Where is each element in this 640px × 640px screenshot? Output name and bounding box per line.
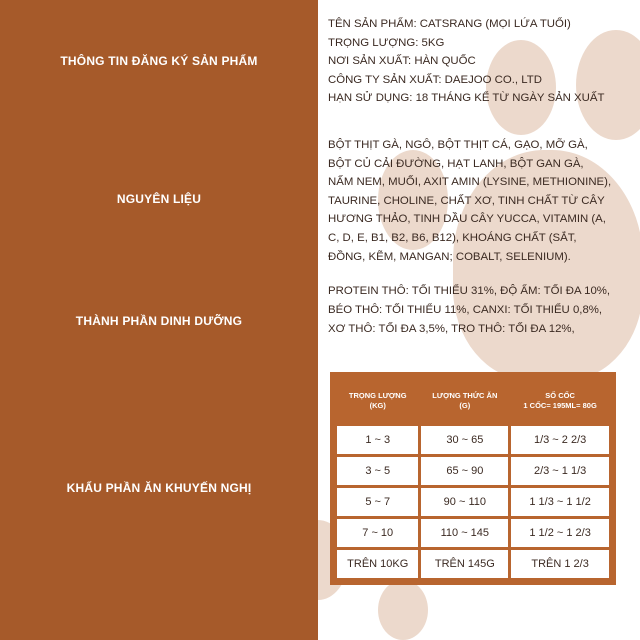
feeding-table-container bbox=[330, 372, 616, 585]
paw-toe-icon bbox=[378, 580, 428, 640]
ingredients-text bbox=[328, 136, 632, 266]
cell-food: 90 ~ 110 bbox=[421, 488, 508, 516]
ingredients-line: BỘT THỊT GÀ, NGÔ, BỘT THỊT CÁ, GẠO, MỠ GÀ, bbox=[328, 139, 588, 151]
section-title-ingredients: NGUYÊN LIỆU bbox=[116, 192, 202, 206]
cell-food: TRÊN 145G bbox=[421, 550, 508, 578]
cell-cups: 1/3 ~ 2 2/3 bbox=[511, 426, 609, 454]
ingredients-line: TAURINE, CHOLINE, CHẤT XƠ, TINH CHẤT TỪ CÂY bbox=[328, 194, 605, 207]
section-labels-column bbox=[0, 0, 318, 640]
nutrition-text bbox=[328, 282, 632, 339]
registration-info bbox=[328, 15, 634, 108]
nutrition-line: PROTEIN THÔ: TỐI THIỂU 31%, ĐỘ ẨM: TỐI ĐA 10%, bbox=[328, 285, 611, 297]
header-weight: TRỌNG LƯỢNG (KG) bbox=[348, 391, 407, 410]
cell-cups: 1 1/3 ~ 1 1/2 bbox=[511, 488, 609, 516]
registration-line: TÊN SẢN PHẨM: CATSRANG (MỌI LỨA TUỔI) bbox=[328, 18, 571, 30]
table-row bbox=[337, 519, 609, 547]
nutrition-line: BÉO THÔ: TỐI THIỂU 11%, CANXI: TỐI THIỂU 0,8%, bbox=[328, 304, 603, 316]
registration-line: HẠN SỬ DỤNG: 18 THÁNG KỂ TỪ NGÀY SẢN XUẤT bbox=[328, 92, 605, 105]
feeding-table-header-row bbox=[337, 379, 609, 423]
section-title-nutrition: THÀNH PHẦN DINH DƯỠNG bbox=[75, 314, 243, 328]
table-row bbox=[337, 550, 609, 578]
ingredients-line: NẤM NEM, MUỐI, AXIT AMIN (LYSINE, METHIONINE), bbox=[328, 176, 612, 189]
header-cups: SỐ CỐC 1 CỐC= 195ML= 80G bbox=[523, 391, 597, 410]
header-food-amount: LƯỢNG THỨC ĂN (G) bbox=[432, 391, 498, 410]
cell-weight: 5 ~ 7 bbox=[337, 488, 418, 516]
table-row bbox=[337, 426, 609, 454]
cell-weight: 7 ~ 10 bbox=[337, 519, 418, 547]
ingredients-line: ĐỒNG, KẼM, MANGAN; COBALT, SELENIUM). bbox=[328, 250, 571, 263]
cell-food: 110 ~ 145 bbox=[421, 519, 508, 547]
table-row bbox=[337, 457, 609, 485]
cell-cups: 1 1/2 ~ 1 2/3 bbox=[511, 519, 609, 547]
nutrition-line: XƠ THÔ: TỐI ĐA 3,5%, TRO THÔ: TỐI ĐA 12%, bbox=[328, 323, 575, 335]
ingredients-line: BỘT CỦ CẢI ĐƯỜNG, HẠT LANH, BỘT GAN GÀ, bbox=[328, 157, 584, 170]
ingredients-line: HƯƠNG THẢO, TINH DẦU CÂY YUCCA, VITAMIN (A, bbox=[328, 213, 606, 226]
details-panel bbox=[318, 0, 640, 640]
feeding-table bbox=[334, 376, 612, 581]
table-row bbox=[337, 488, 609, 516]
cell-food: 30 ~ 65 bbox=[421, 426, 508, 454]
registration-line: TRỌNG LƯỢNG: 5KG bbox=[328, 36, 445, 49]
cell-weight: 3 ~ 5 bbox=[337, 457, 418, 485]
cell-food: 65 ~ 90 bbox=[421, 457, 508, 485]
registration-line: NƠI SẢN XUẤT: HÀN QUỐC bbox=[328, 55, 476, 68]
section-title-registration: THÔNG TIN ĐĂNG KÝ SẢN PHẨM bbox=[60, 54, 258, 68]
ingredients-line: C, D, E, B1, B2, B6, B12), KHOÁNG CHẤT (SẮT, bbox=[328, 231, 577, 244]
cell-cups: 2/3 ~ 1 1/3 bbox=[511, 457, 609, 485]
cell-cups: TRÊN 1 2/3 bbox=[511, 550, 609, 578]
cell-weight: 1 ~ 3 bbox=[337, 426, 418, 454]
section-title-feeding: KHẨU PHẦN ĂN KHUYẾN NGHỊ bbox=[66, 481, 252, 495]
registration-line: CÔNG TY SẢN XUẤT: DAEJOO CO., LTD bbox=[328, 73, 542, 86]
cell-weight: TRÊN 10KG bbox=[337, 550, 418, 578]
